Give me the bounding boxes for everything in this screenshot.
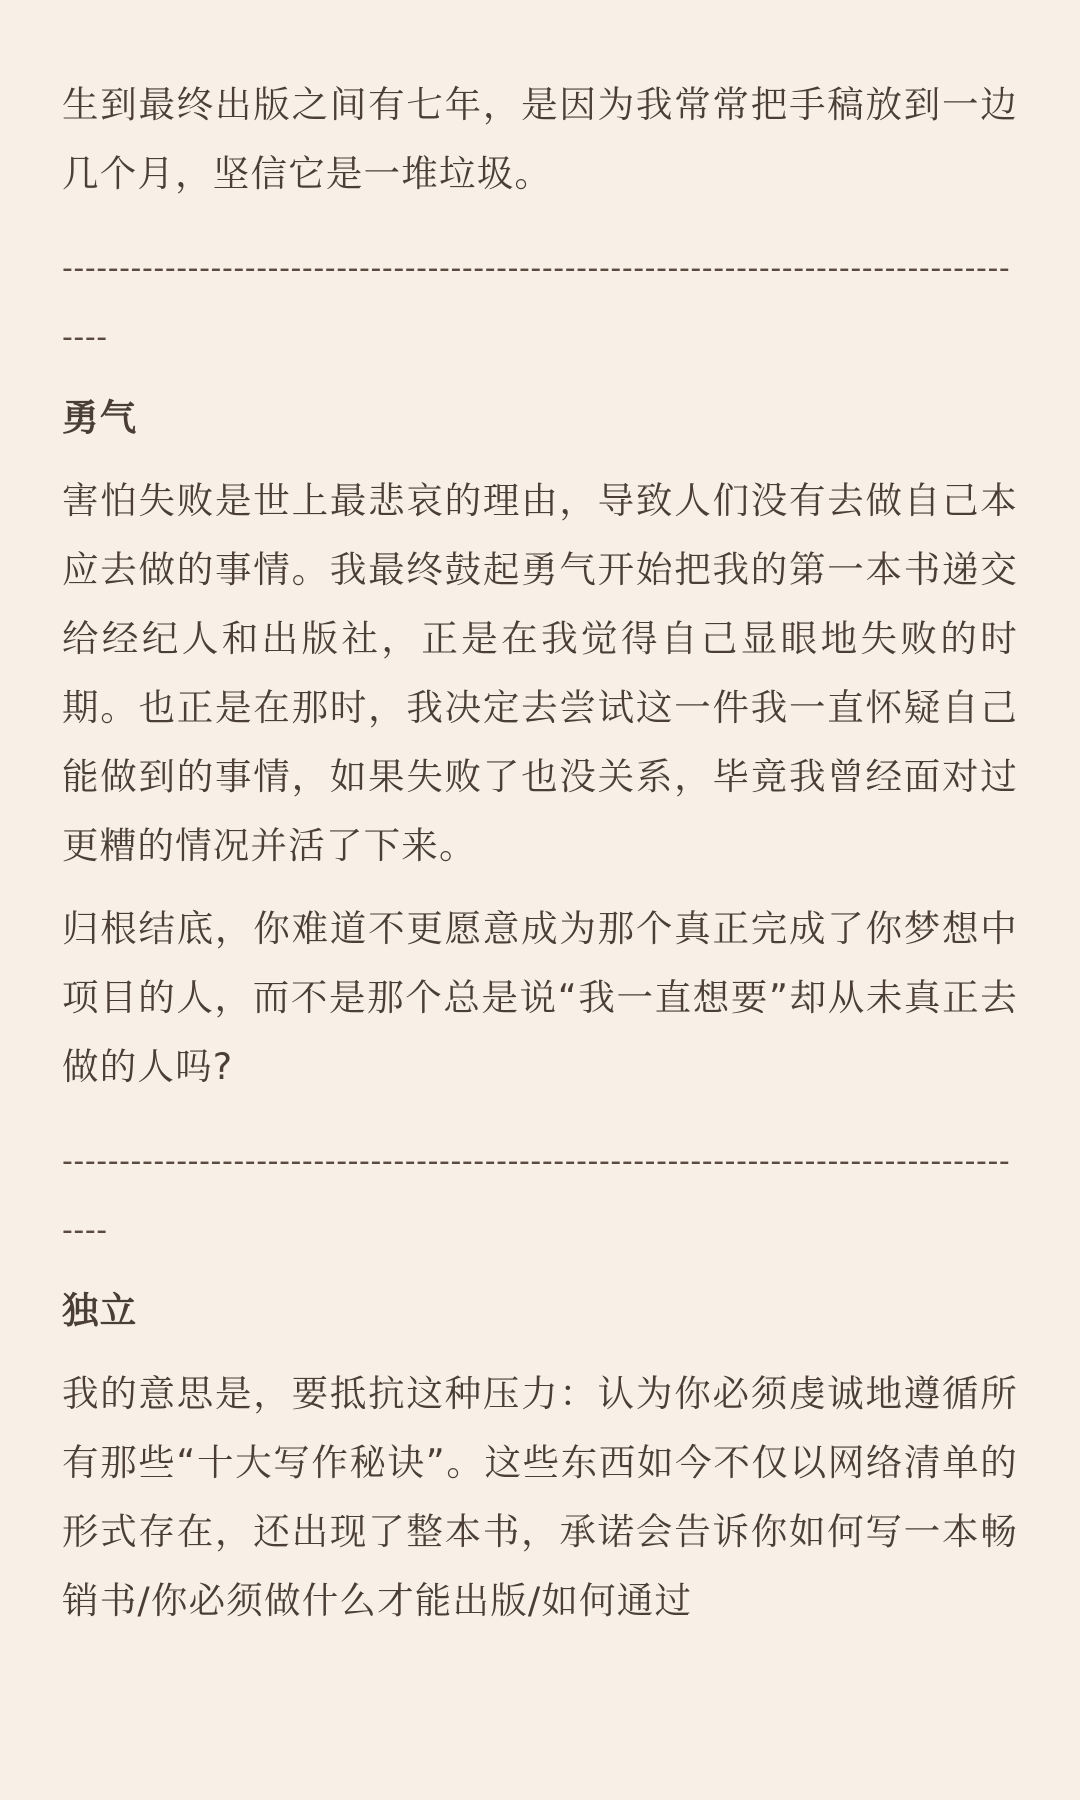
independence-paragraph-1: 我的意思是，要抵抗这种压力：认为你必须虔诚地遵循所有那些“十大写作秘诀”。这些东西如今不仅以网络清单的形式存在，还出现了整本书，承诺会告诉你如何写一本畅销书/你必须做什么才能出版/如何通过 xyxy=(62,1372,1018,1622)
intro-paragraph: 生到最终出版之间有七年，是因为我常常把手稿放到一边几个月，坚信它是一堆垃圾。 xyxy=(62,83,1018,195)
section-divider: --------------------------------------------------------------------------------------- xyxy=(62,251,1011,355)
section-heading-independence: 独立 xyxy=(62,1289,138,1332)
section-divider: --------------------------------------------------------------------------------------- xyxy=(62,1144,1011,1248)
courage-paragraph-1: 害怕失败是世上最悲哀的理由，导致人们没有去做自己本应去做的事情。我最终鼓起勇气开始把我的第一本书递交给经纪人和出版社，正是在我觉得自己显眼地失败的时期。也正是在那时，我决定去尝试这一件我一直怀疑自己能做到的事情，如果失败了也没关系，毕竟我曾经面对过更糟的情况并活了下来。 xyxy=(62,479,1018,867)
section-heading-courage: 勇气 xyxy=(62,396,138,439)
courage-paragraph-2: 归根结底，你难道不更愿意成为那个真正完成了你梦想中项目的人，而不是那个总是说“我一直想要”却从未真正去做的人吗? xyxy=(62,907,1018,1088)
